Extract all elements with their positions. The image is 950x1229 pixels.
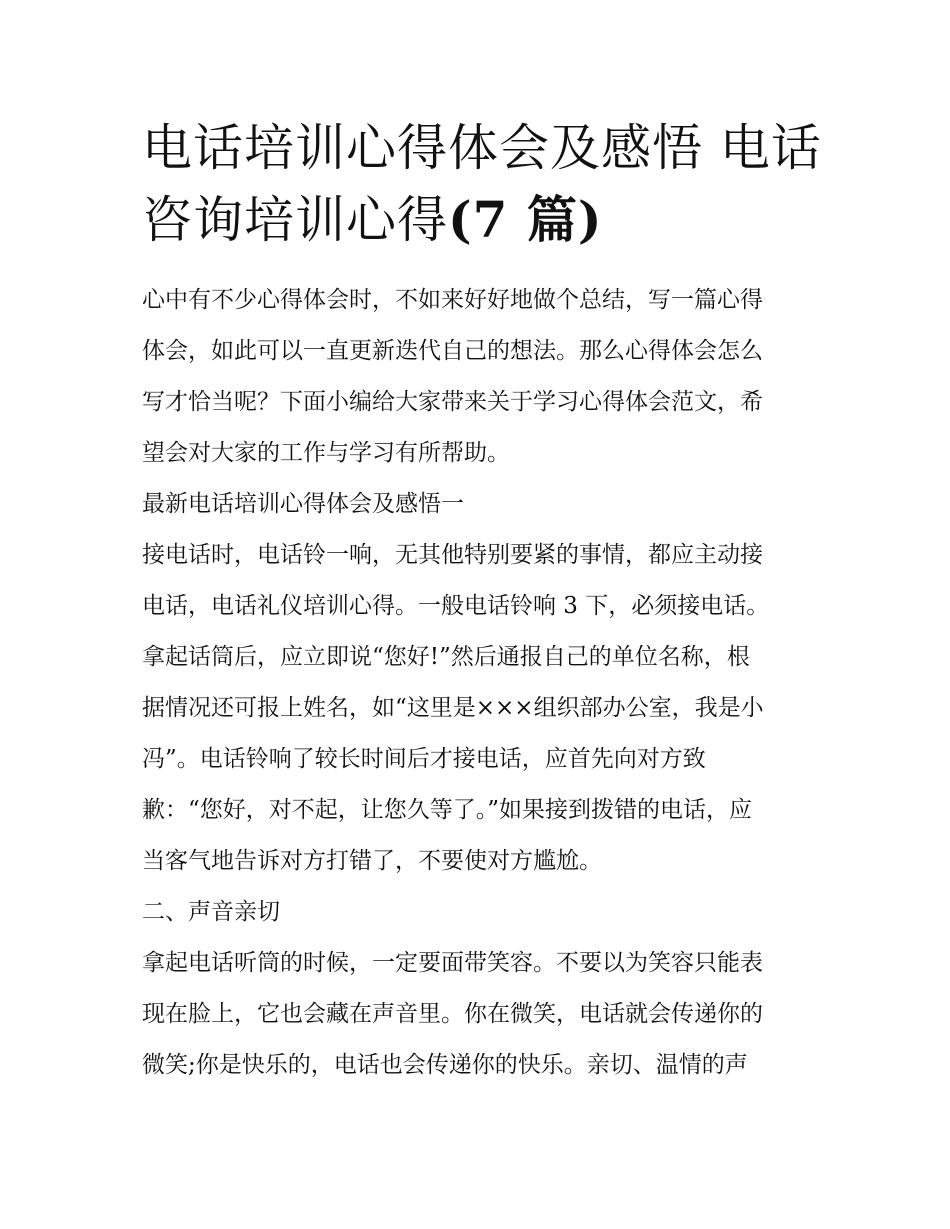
body-line-7: 电话，电话礼仪培训心得。一般电话铃响 3 下，必须接电话。 — [142, 593, 770, 619]
title-line-1: 电话培训心得体会及感悟 电话 — [142, 119, 822, 177]
document-title — [142, 112, 822, 256]
body-line-10: 冯”。电话铃响了较长时间后才接电话，应首先向对方致 — [142, 746, 706, 772]
body-line-14: 拿起电话听筒的时候，一定要面带笑容。不要以为笑容只能表 — [142, 950, 763, 976]
body-line-8: 拿起话筒后，应立即说“您好!”然后通报自己的单位名称，根 — [142, 644, 750, 670]
body-line-15: 现在脸上，它也会藏在声音里。你在微笑，电话就会传递你的 — [142, 1001, 763, 1027]
title-line-2: 咨询培训心得(7 篇) — [142, 190, 603, 249]
document-body — [142, 275, 822, 1091]
section-heading-2: 二、声音亲切 — [142, 899, 280, 925]
body-line-3: 写才恰当呢？下面小编给大家带来关于学习心得体会范文，希 — [142, 389, 763, 415]
body-line-4: 望会对大家的工作与学习有所帮助。 — [142, 440, 510, 466]
body-line-12: 当客气地告诉对方打错了，不要使对方尴尬。 — [142, 848, 602, 874]
body-line-2: 体会，如此可以一直更新迭代自己的想法。那么心得体会怎么 — [142, 338, 763, 364]
body-line-1: 心中有不少心得体会时，不如来好好地做个总结，写一篇心得 — [142, 287, 763, 313]
section-heading-1: 最新电话培训心得体会及感悟一 — [142, 491, 464, 517]
body-line-9: 据情况还可报上姓名，如“这里是×××组织部办公室，我是小 — [142, 695, 764, 721]
body-line-6: 接电话时，电话铃一响，无其他特别要紧的事情，都应主动接 — [142, 542, 763, 568]
body-line-11: 歉：“您好，对不起，让您久等了。”如果接到拨错的电话，应 — [142, 797, 753, 823]
body-line-16: 微笑;你是快乐的，电话也会传递你的快乐。亲切、温情的声 — [142, 1052, 748, 1078]
